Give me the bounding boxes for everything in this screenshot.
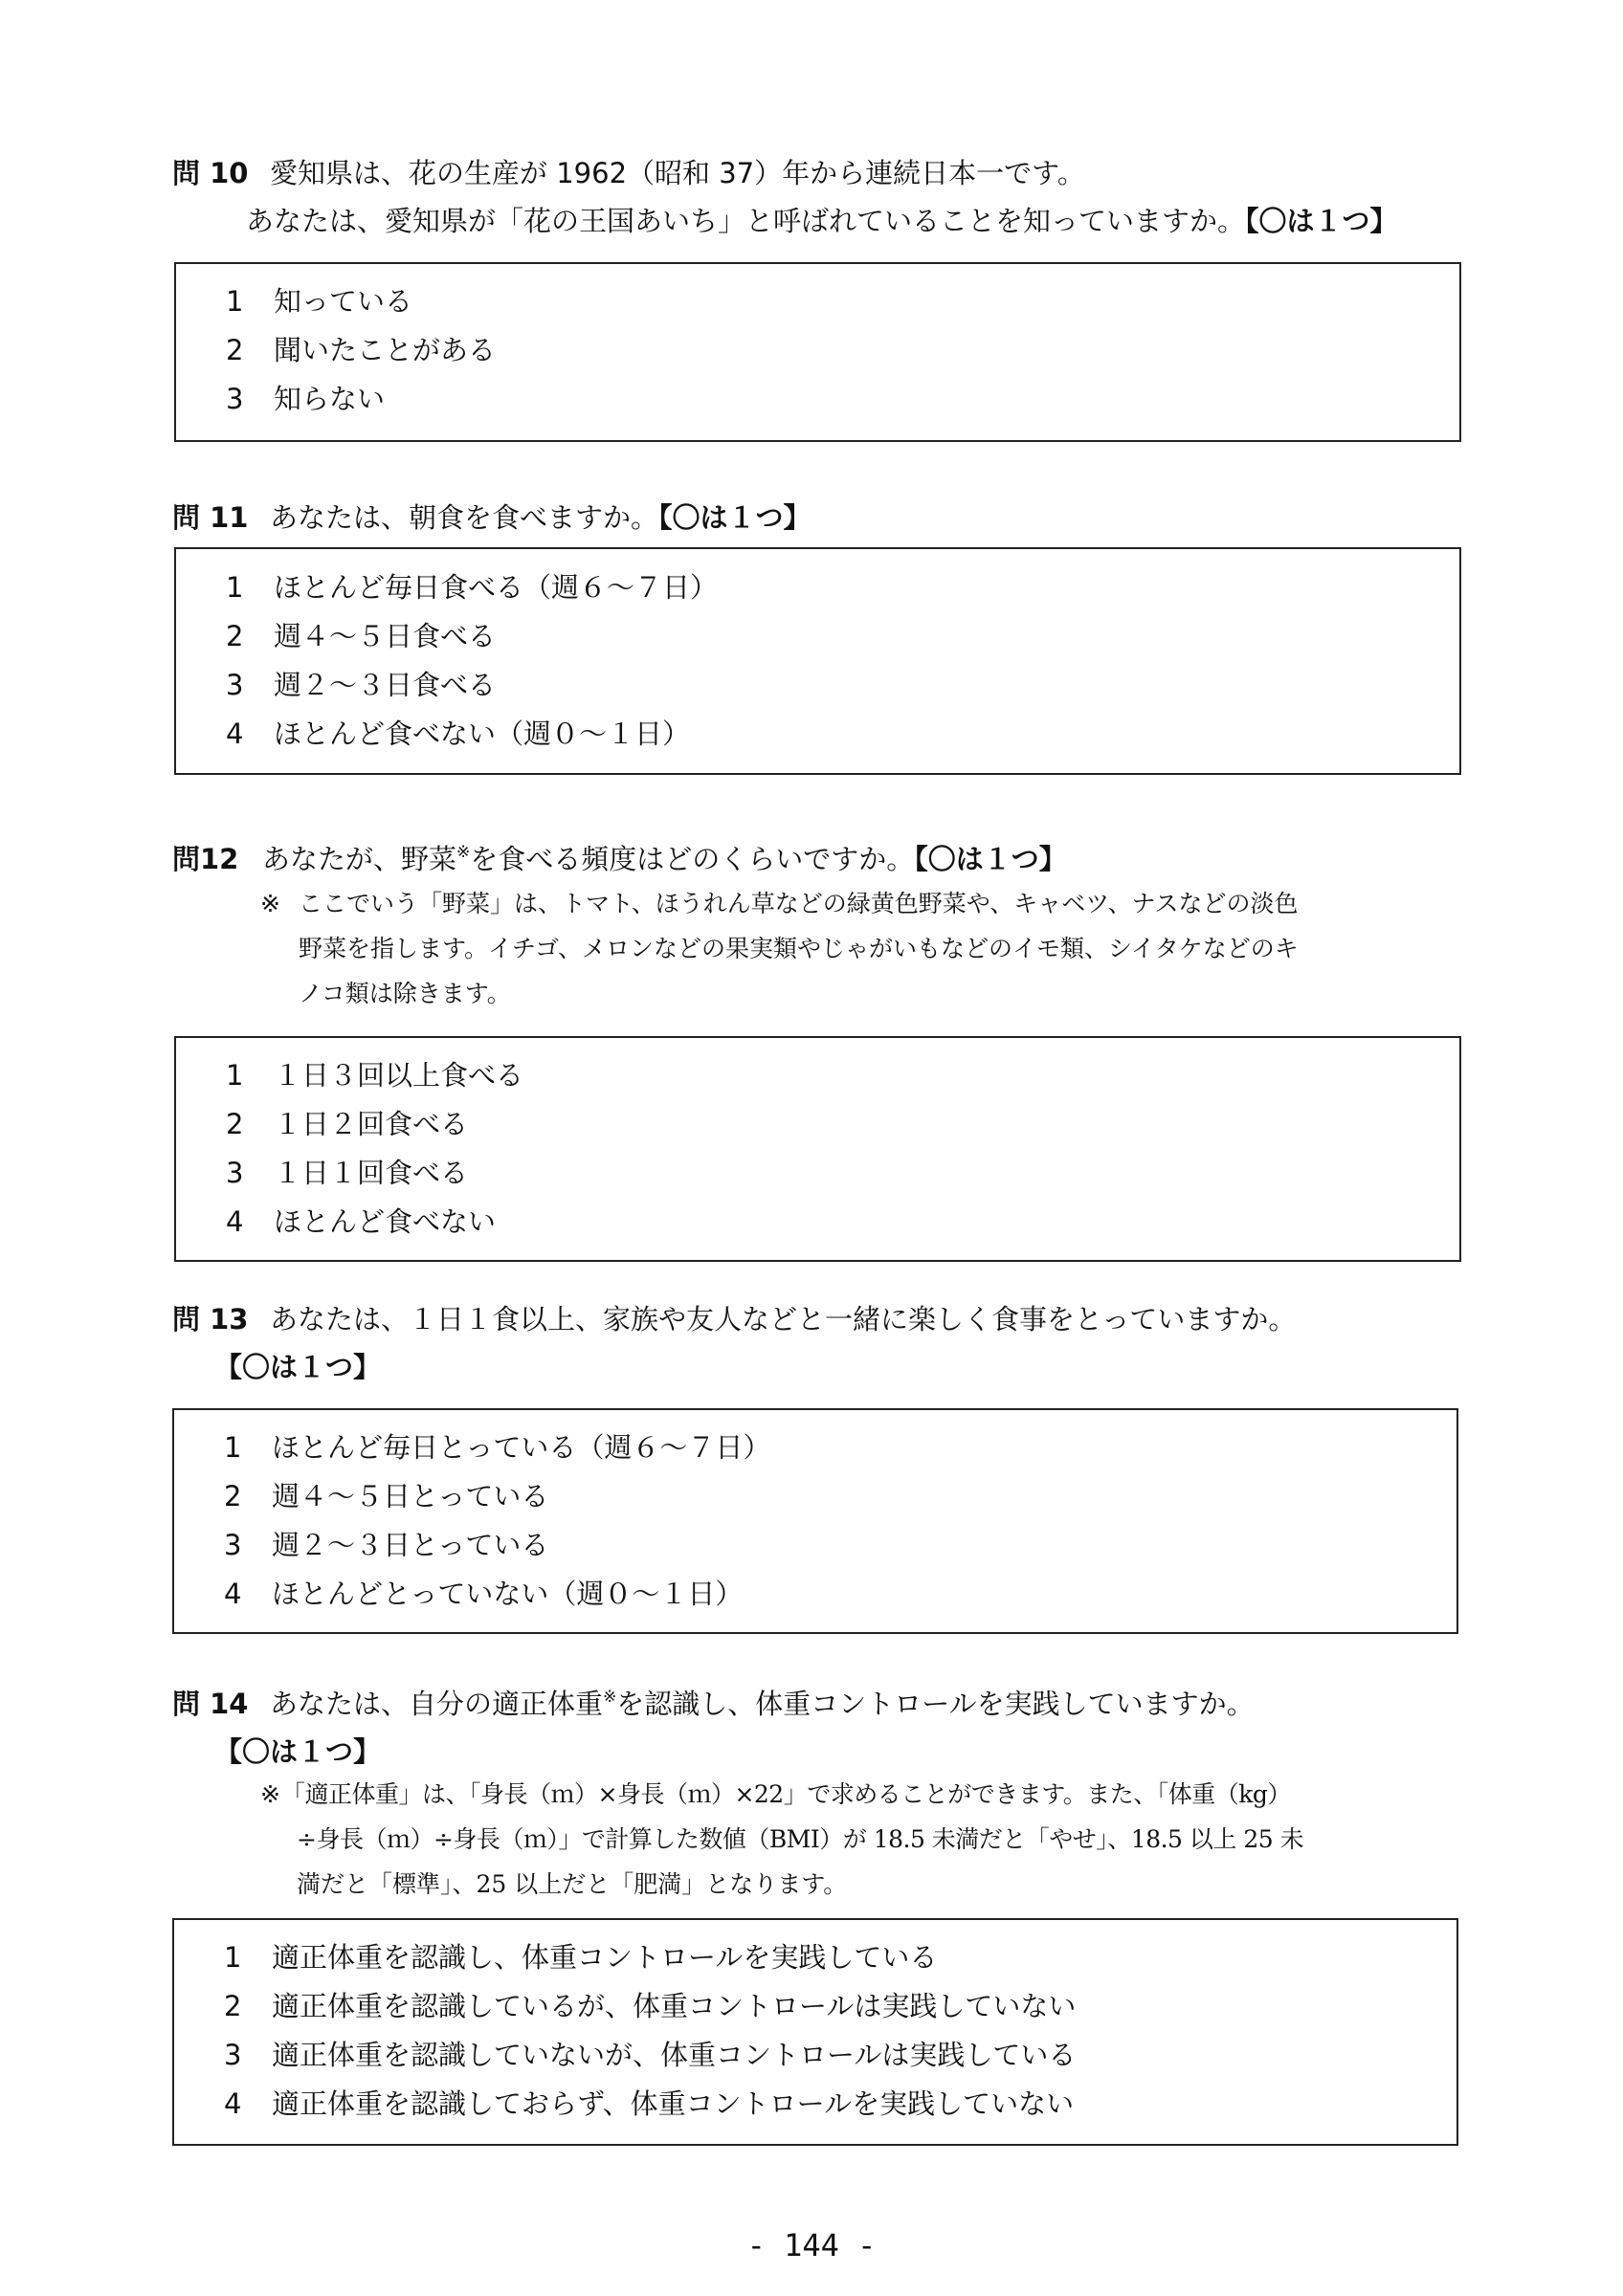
answer-instruction: 【〇は１つ】 [914, 843, 1067, 875]
note-line: ノコ類は除きます。 [299, 980, 511, 1007]
footnote-mark: ※ [456, 843, 471, 862]
question-text: 愛知県は、花の生産が 1962（昭和 37）年から連続日本一です。 [270, 157, 1085, 189]
option[interactable]: 2 週４～５日とっている [224, 1480, 549, 1512]
question-number: 問 14 [172, 1688, 249, 1720]
question-text: あなたは、自分の適正体重 [270, 1688, 604, 1720]
question-14 [172, 1680, 1464, 1907]
option[interactable]: 2 適正体重を認識しているが、体重コントロールは実践していない [224, 1990, 1077, 2022]
option[interactable]: 3 週２～３日食べる [226, 669, 497, 701]
question-number: 問 10 [172, 157, 249, 189]
question-11 [172, 494, 1464, 541]
question-10-line2 [172, 197, 1464, 245]
answer-instruction: 【〇は１つ】 [1245, 205, 1398, 237]
option[interactable]: 2 １日２回食べる [226, 1108, 469, 1140]
question-14-note [172, 1772, 1464, 1907]
question-12-note [172, 881, 1464, 1016]
footnote-mark: ※ [603, 1688, 617, 1707]
option[interactable]: 1 適正体重を認識し、体重コントロールを実践している [224, 1941, 938, 1974]
question-12 [172, 835, 1464, 1016]
option[interactable]: 1 ほとんど毎日食べる（週６～７日） [226, 571, 719, 604]
question-text: あなたは、朝食を食べますか。 [270, 501, 659, 534]
question-14-line1 [172, 1680, 1464, 1728]
option[interactable]: 2 聞いたことがある [226, 334, 497, 366]
answer-instruction: 【〇は１つ】 [214, 1735, 382, 1768]
question-11-options [174, 547, 1461, 775]
question-number: 問 13 [172, 1303, 249, 1336]
question-13-line2 [172, 1343, 1464, 1391]
question-text: あなたは、愛知県が「花の王国あいち」と呼ばれていることを知っていますか。 [246, 205, 1246, 237]
note-line: ÷身長（ｍ）÷身長（ｍ）」で計算した数値（BMI）が 18.5 未満だと「やせ」、18.5 以上 25 未 [297, 1825, 1304, 1853]
option[interactable]: 1 １日３回以上食べる [226, 1059, 524, 1092]
answer-instruction: 【〇は１つ】 [214, 1351, 382, 1383]
question-text: あなたが、野菜 [262, 843, 457, 875]
option[interactable]: 3 １日１回食べる [226, 1157, 469, 1189]
note-line: ここでいう「野菜」は、トマト、ほうれん草などの緑黄色野菜や、キャベツ、ナスなどの淡色 [299, 890, 1299, 917]
question-12-options [174, 1036, 1461, 1262]
question-10-options [174, 262, 1461, 442]
note-mark: ※ [260, 890, 280, 917]
option[interactable]: 3 週２～３日とっている [224, 1529, 549, 1561]
note-mark: ※ [260, 1780, 280, 1808]
note-line: 野菜を指します。イチゴ、メロンなどの果実類やじゃがいもなどのイモ類、シイタケなどのキ [299, 935, 1299, 962]
question-10-line1 [172, 149, 1464, 197]
question-12-line1 [172, 835, 1464, 883]
question-14-options [172, 1918, 1458, 2146]
option[interactable]: 3 適正体重を認識していないが、体重コントロールは実践している [224, 2039, 1077, 2071]
option[interactable]: 1 知っている [226, 285, 413, 318]
page-number: - 144 - [746, 2227, 877, 2263]
question-13 [172, 1295, 1464, 1391]
option[interactable]: 4 ほとんど食べない（週０～１日） [226, 718, 691, 750]
question-text: あなたは、１日１食以上、家族や友人などと一緒に楽しく食事をとっていますか。 [270, 1303, 1297, 1336]
question-14-line2 [172, 1728, 1464, 1776]
note-line: 「適正体重」は、「身長（ｍ）×身長（ｍ）×22」で求めることができます。また、「体重（kg） [281, 1780, 1291, 1808]
question-11-line1 [172, 494, 1464, 541]
question-text: を食べる頻度はどのくらいですか。 [470, 843, 915, 875]
option[interactable]: 4 ほとんど食べない [226, 1205, 497, 1238]
answer-instruction: 【〇は１つ】 [658, 501, 812, 534]
option[interactable]: 3 知らない [226, 383, 386, 415]
question-13-options [172, 1408, 1458, 1634]
option[interactable]: 1 ほとんど毎日とっている（週６～７日） [224, 1431, 771, 1464]
question-10 [172, 149, 1464, 245]
option[interactable]: 2 週４～５日食べる [226, 620, 497, 652]
option[interactable]: 4 ほとんどとっていない（週０～１日） [224, 1578, 744, 1610]
question-text: を認識し、体重コントロールを実践していますか。 [616, 1688, 1255, 1720]
option[interactable]: 4 適正体重を認識しておらず、体重コントロールを実践していない [224, 2087, 1075, 2120]
question-13-line1 [172, 1295, 1464, 1343]
question-number: 問 11 [172, 501, 249, 534]
note-line: 満だと「標準」、25 以上だと「肥満」となります。 [297, 1870, 848, 1898]
question-number: 問12 [172, 843, 239, 875]
